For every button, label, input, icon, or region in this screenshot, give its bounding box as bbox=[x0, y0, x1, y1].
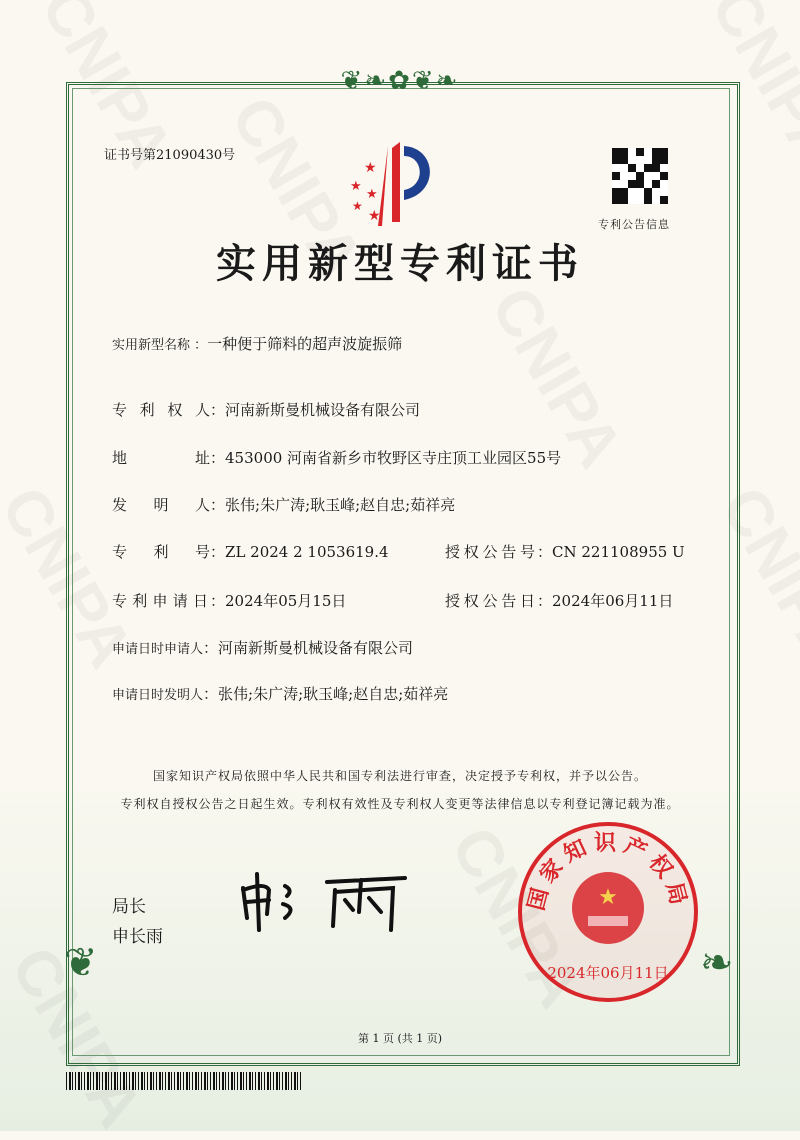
cnipa-logo bbox=[342, 138, 438, 230]
notice-line: 专利权自授权公告之日起生效。专利权有效性及专利权人变更等法律信息以专利登记簿记载为准。 bbox=[120, 797, 680, 811]
official-seal bbox=[516, 820, 700, 1004]
field-address: 地址 ： 453000 河南省新乡市牧野区寺庄顶工业园区55号 bbox=[112, 449, 562, 467]
certificate-number: 证书号第21090430号 bbox=[104, 148, 236, 163]
seal-date: 2024年06月11日 bbox=[547, 964, 669, 982]
top-ornament: ❦❧✿❦❧ bbox=[340, 66, 460, 96]
svg-text:★: ★ bbox=[366, 187, 378, 202]
field-value: CN 221108955 U bbox=[552, 543, 685, 561]
page-number: 第 1 页 (共 1 页) bbox=[357, 1032, 443, 1045]
notice-line: 国家知识产权局依照中华人民共和国专利法进行审查，决定授予专利权，并予以公告。 bbox=[152, 769, 647, 783]
field-label: 申请日时发明人 bbox=[112, 688, 204, 703]
field-label: 申请日时申请人 bbox=[112, 642, 204, 657]
qr-label: 专利公告信息 bbox=[598, 218, 670, 231]
field-label: 授权公告号 bbox=[445, 543, 537, 561]
field-inventors: 发明人 ： 张伟;朱广涛;耿玉峰;赵自忠;茹祥亮 bbox=[112, 496, 456, 514]
corner-ornament-right: ❧ bbox=[700, 940, 734, 986]
svg-text:★: ★ bbox=[364, 160, 377, 176]
qr-code[interactable] bbox=[612, 148, 668, 204]
field-value: 张伟;朱广涛;耿玉峰;赵自忠;茹祥亮 bbox=[225, 496, 456, 514]
field-value: 河南新斯曼机械设备有限公司 bbox=[218, 639, 414, 657]
signatory-name: 申长雨 bbox=[112, 927, 163, 947]
field-label: 授权公告日 bbox=[445, 592, 537, 610]
barcode bbox=[66, 1072, 301, 1090]
field-value: 一种便于筛料的超声波旋振筛 bbox=[207, 335, 403, 353]
field-value: 河南新斯曼机械设备有限公司 bbox=[225, 401, 421, 419]
field-value: 张伟;朱广涛;耿玉峰;赵自忠;茹祥亮 bbox=[218, 685, 449, 703]
colon: ： bbox=[190, 338, 208, 353]
certificate-title: 实用新型专利证书 bbox=[216, 241, 584, 287]
field-applicant-at-filing: 申请日时申请人 ： 河南新斯曼机械设备有限公司 bbox=[112, 639, 414, 657]
signature bbox=[235, 868, 415, 938]
field-label: 专利申请日 bbox=[112, 592, 210, 610]
field-label: 实用新型名称 bbox=[112, 338, 191, 353]
svg-text:★: ★ bbox=[368, 208, 381, 224]
field-label: 发明人 bbox=[112, 496, 210, 514]
svg-text:★: ★ bbox=[352, 199, 363, 213]
field-label: 专利权人 bbox=[112, 401, 210, 419]
field-value: ZL 2024 2 1053619.4 bbox=[225, 543, 389, 561]
svg-text:★: ★ bbox=[598, 885, 618, 910]
field-value: 453000 河南省新乡市牧野区寺庄顶工业园区55号 bbox=[225, 449, 562, 467]
field-announce-number: 授权公告号 ： CN 221108955 U bbox=[445, 543, 685, 561]
field-label: 专利号 bbox=[112, 543, 210, 561]
field-announce-date: 授权公告日 ： 2024年06月11日 bbox=[445, 592, 674, 610]
field-patent-number: 专利号 ： ZL 2024 2 1053619.4 bbox=[112, 543, 389, 561]
signatory-title: 局长 bbox=[112, 897, 146, 917]
field-patentee: 专利权人 ： 河南新斯曼机械设备有限公司 bbox=[112, 401, 421, 419]
field-inventor-at-filing: 申请日时发明人 ： 张伟;朱广涛;耿玉峰;赵自忠;茹祥亮 bbox=[112, 685, 449, 703]
field-apply-date: 专利申请日 ： 2024年05月15日 bbox=[112, 592, 347, 610]
field-label: 地址 bbox=[112, 449, 210, 467]
corner-ornament-left: ❦ bbox=[64, 940, 98, 986]
field-name bbox=[112, 333, 402, 354]
field-value: 2024年05月15日 bbox=[225, 592, 347, 610]
svg-text:★: ★ bbox=[350, 179, 362, 194]
field-value: 2024年06月11日 bbox=[552, 592, 674, 610]
seal-text: 国家知识产权局 bbox=[524, 831, 692, 914]
